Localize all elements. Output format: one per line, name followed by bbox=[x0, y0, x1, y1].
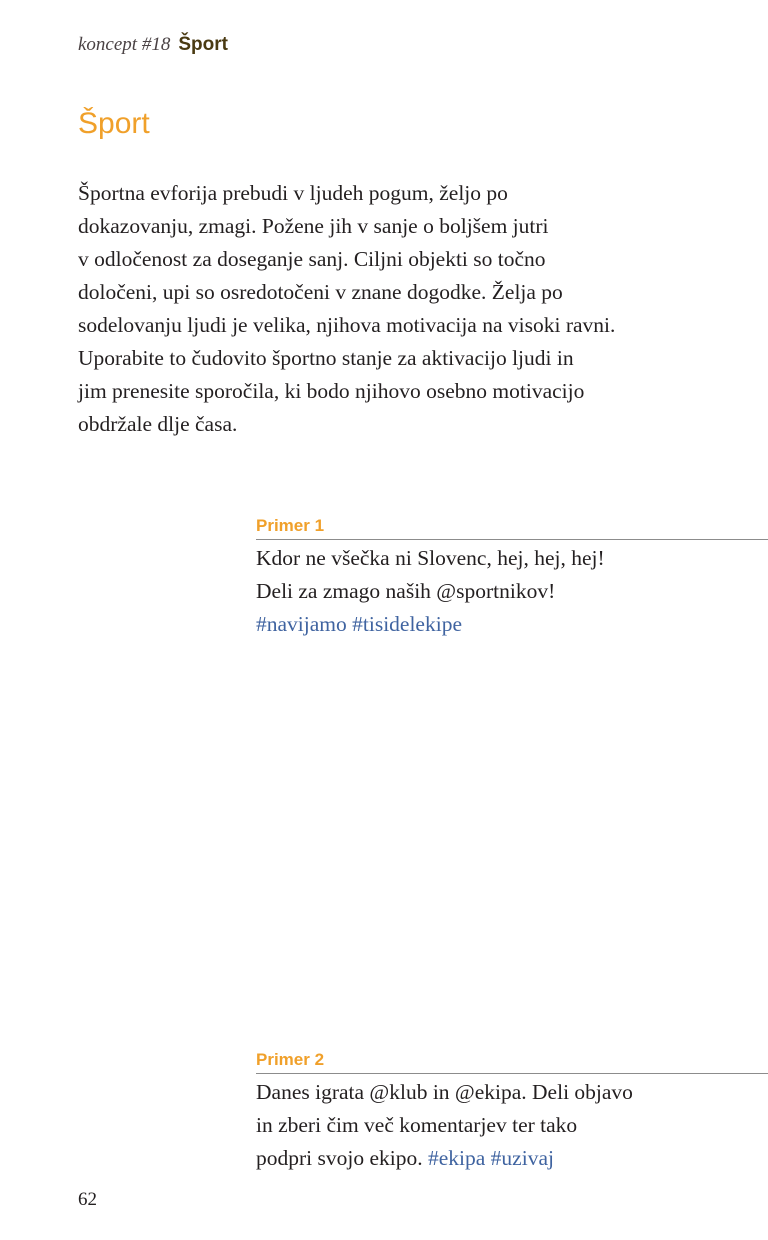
example-1-text bbox=[256, 540, 768, 641]
example-2 bbox=[256, 1049, 768, 1175]
body-line: Športna evforija prebudi v ljudeh pogum, željo po bbox=[78, 181, 508, 205]
example-2-text bbox=[256, 1074, 768, 1175]
body-line: določeni, upi so osredotočeni v znane dogodke. Želja po bbox=[78, 280, 563, 304]
page-number: 62 bbox=[78, 1189, 97, 1210]
body-line: Uporabite to čudovito športno stanje za aktivacijo ljudi in bbox=[78, 346, 574, 370]
example-2-line-text: podpri svojo ekipo. bbox=[256, 1146, 423, 1170]
running-head-topic: Šport bbox=[178, 34, 228, 55]
running-head-concept: koncept #18 bbox=[78, 34, 171, 55]
example-2-line: in zberi čim več komentarjev ter tako bbox=[256, 1113, 578, 1137]
running-head bbox=[78, 32, 228, 57]
example-2-label: Primer 2 bbox=[256, 1049, 768, 1074]
section-title: Šport bbox=[78, 107, 150, 140]
example-1-hashtags[interactable]: #navijamo #tisidelekipe bbox=[256, 612, 462, 636]
body-paragraph bbox=[78, 177, 718, 441]
example-1-line: Kdor ne všečka ni Slovenc, hej, hej, hej! bbox=[256, 546, 605, 570]
example-1-label: Primer 1 bbox=[256, 515, 768, 540]
body-line: sodelovanju ljudi je velika, njihova motivacija na visoki ravni. bbox=[78, 313, 616, 337]
body-line: obdržale dlje časa. bbox=[78, 412, 238, 436]
example-2-line bbox=[256, 1142, 768, 1175]
body-line: jim prenesite sporočila, ki bodo njihovo osebno motivacijo bbox=[78, 379, 585, 403]
example-2-hashtags[interactable]: #ekipa #uzivaj bbox=[428, 1146, 554, 1170]
body-line: dokazovanju, zmagi. Požene jih v sanje o boljšem jutri bbox=[78, 214, 549, 238]
example-1 bbox=[256, 515, 768, 641]
example-1-line: Deli za zmago naših @sportnikov! bbox=[256, 579, 556, 603]
body-line: v odločenost za doseganje sanj. Ciljni objekti so točno bbox=[78, 247, 546, 271]
example-2-line: Danes igrata @klub in @ekipa. Deli objavo bbox=[256, 1080, 633, 1104]
